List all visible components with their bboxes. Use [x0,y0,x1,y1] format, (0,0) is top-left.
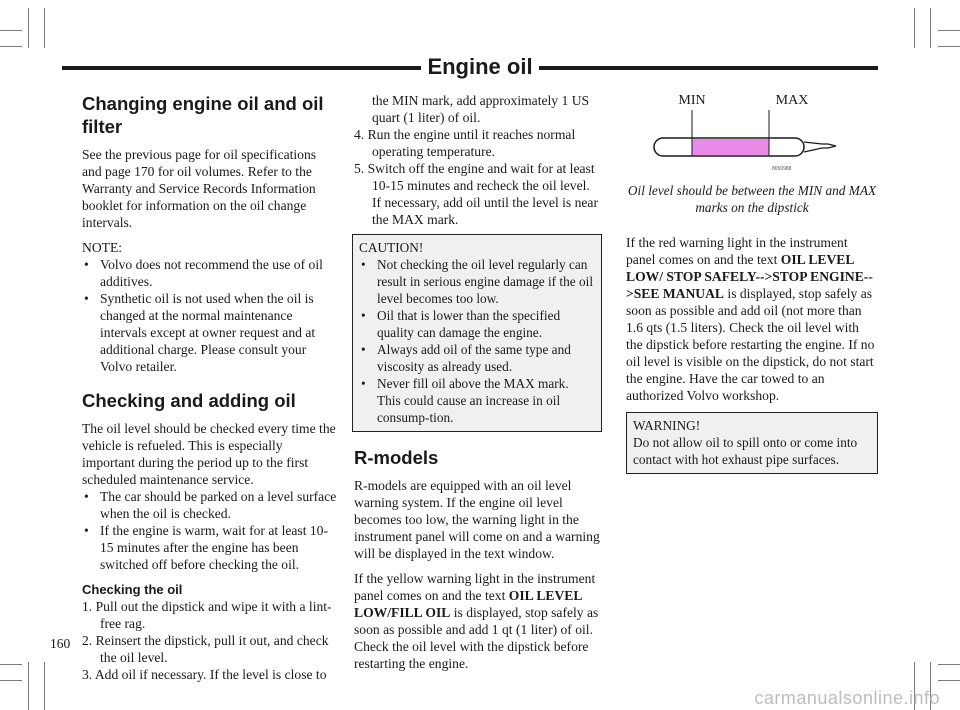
steps-continued-list [354,92,600,228]
crop-mark [938,664,960,665]
subheading-checking-the-oil: Checking the oil [82,582,183,597]
page-title [0,54,960,80]
crop-mark [44,662,45,710]
section-heading-checking-oil: Checking and adding oil [82,390,296,411]
crop-mark [0,664,22,665]
note-item: • Volvo does not recommend the use of oil additives. [82,256,338,290]
caution-item: • Never fill oil above the MAX mark. This could cause an increase in oil consump-tion. [359,375,595,426]
section-heading-r-models: R-models [354,447,439,468]
section-heading-changing-oil: Changing engine oil and oil filter [82,93,324,137]
dipstick-illustration [626,90,878,182]
caution-item: • Oil that is lower than the specified quality can damage the engine. [359,307,595,341]
message-text: OIL LEVEL LOW/ STOP SAFELY-->STOP ENGINE-->SEE MANUAL [626,252,873,301]
page-title-text: Engine oil [421,54,538,79]
step-item: 4. Run the engine until it reaches normal operating temperature. [354,127,576,159]
caution-title: CAUTION! [359,240,424,255]
crop-mark [28,8,29,48]
crop-mark [28,662,29,710]
watermark: carmanualsonline.info [754,688,940,708]
note-label: NOTE: [82,240,123,255]
check-list [82,488,338,573]
crop-mark [0,30,22,31]
right-column [626,90,878,486]
crop-mark [0,680,22,681]
crop-mark [930,8,931,48]
red-warning-light-paragraph [626,234,878,404]
step-item: 3. Add oil if necessary. If the level is close to [82,667,327,682]
middle-column [354,92,600,680]
check-intro-paragraph: The oil level should be checked every time the vehicle is refueled. This is especially important during the period up to the first scheduled maintenance service. [82,421,336,487]
message-text: OIL LEVEL LOW/FILL OIL [354,588,582,620]
warning-text: Do not allow oil to spill onto or come into contact with hot exhaust pipe surfaces. [633,435,858,467]
text-run: is displayed, stop safely as soon as possible and add oil (not more than 1.6 qts (1.5 liters). Check the oil level with the dipstick before restarting the engine. If no oil level is visible on the dipstick, do not start the engine. Have the car towed to an authorized Volvo workshop. [626,286,875,403]
text-run: If the red warning light in the instrument panel comes on and the text [626,235,848,267]
oil-level-fill [692,139,769,155]
check-item: • If the engine is warm, wait for at least 10-15 minutes after the engine has been switched off before checking the oil. [82,522,338,573]
step-item: the MIN mark, add approximately 1 US quart (1 liter) of oil. [372,93,590,125]
max-label: MAX [775,93,809,108]
figure-caption: Oil level should be between the MIN and MAX marks on the dipstick [627,183,877,215]
crop-mark [914,8,915,48]
caution-list [359,256,595,426]
step-item: 5. Switch off the engine and wait for at least 10-15 minutes and recheck the oil level. If necessary, add oil until the level is near the MAX mark. [354,161,598,227]
check-item: • The car should be parked on a level surface when the oil is checked. [82,488,338,522]
note-list [82,256,338,375]
caution-box [352,234,602,432]
page-number: 160 [50,636,71,651]
steps-list [82,598,338,683]
caution-item: • Always add oil of the same type and viscosity as already used. [359,341,595,375]
figure-code: 8650988 [772,166,792,172]
crop-mark [938,30,960,31]
caution-item: • Not checking the oil level regularly can result in serious engine damage if the oil level becomes too low. [359,256,595,307]
crop-mark [938,46,960,47]
step-item: 1. Pull out the dipstick and wipe it with a lint-free rag. [82,599,332,631]
crop-mark [0,46,22,47]
intro-paragraph: See the previous page for oil specifications and page 170 for oil volumes. Refer to the Warranty and Service Records Information booklet for information on the oil change intervals. [82,147,317,230]
r-models-yellow-light-paragraph [354,570,600,672]
dipstick-tip [804,142,836,152]
warning-box [626,412,878,474]
left-column [82,92,338,683]
warning-title: WARNING! [633,418,701,433]
crop-mark [938,680,960,681]
text-run: is displayed, stop safely as soon as possible and add 1 qt (1 liter) of oil. Check the oil level with the dipstick before restarting the engine. [354,605,599,671]
dipstick-figure [626,90,878,182]
text-run: If the yellow warning light in the instrument panel comes on and the text [354,571,596,603]
min-label: MIN [678,93,706,108]
step-item: 2. Reinsert the dipstick, pull it out, and check the oil level. [82,633,329,665]
crop-mark [44,8,45,48]
r-models-paragraph: R-models are equipped with an oil level warning system. If the engine oil level becomes too low, the warning light in the instrument panel will come on and a warning will be displayed in the text window. [354,478,600,561]
note-item: • Synthetic oil is not used when the oil is changed at the normal maintenance intervals except at owner request and at additional charge. Please consult your Volvo retailer. [82,290,338,375]
